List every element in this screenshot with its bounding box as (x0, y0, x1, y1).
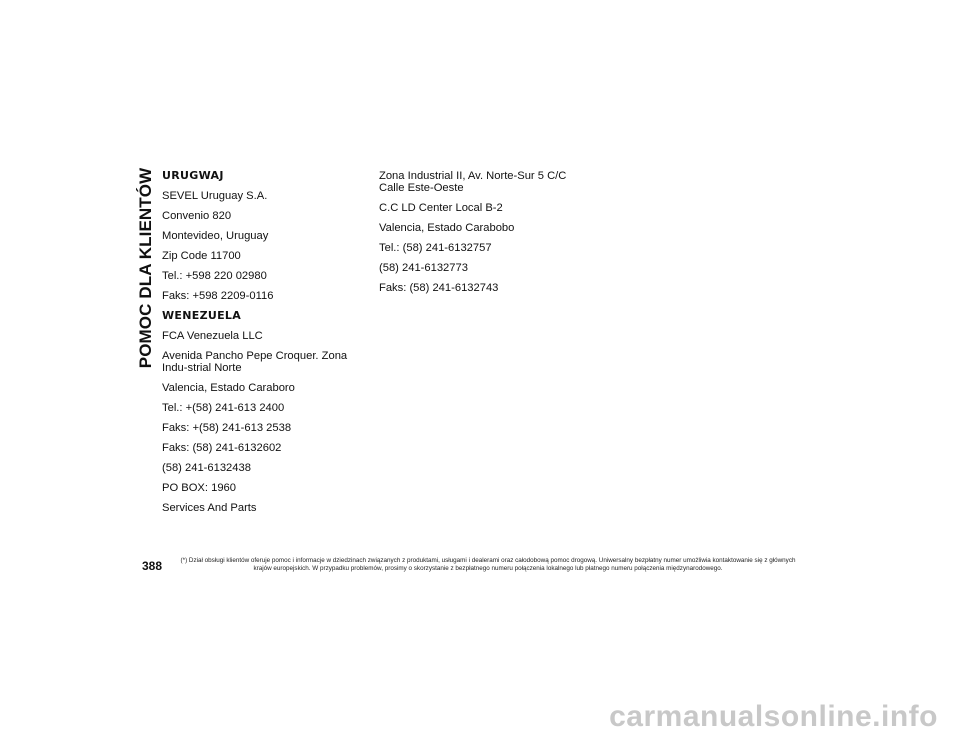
address-line: Avenida Pancho Pepe Croquer. Zona Indu-strial Norte (162, 350, 348, 374)
address-line: Zona Industrial II, Av. Norte-Sur 5 C/C Calle Este-Oeste (379, 170, 567, 194)
watermark: carmanualsonline.info (609, 700, 938, 733)
address-line: Montevideo, Uruguay (162, 230, 269, 242)
address-line: Services And Parts (162, 502, 257, 514)
address-line: FCA Venezuela LLC (162, 330, 263, 342)
section-heading-venezuela: WENEZUELA (162, 309, 242, 322)
page-number: 388 (142, 559, 163, 573)
phone-line: Tel.: (58) 241-6132757 (379, 242, 492, 254)
address-line: Convenio 820 (162, 210, 232, 222)
address-line: C.C LD Center Local B-2 (379, 202, 503, 214)
section-heading-uruguay: URUGWAJ (162, 169, 224, 182)
left-column (162, 170, 368, 522)
address-line: SEVEL Uruguay S.A. (162, 190, 268, 202)
phone-line: (58) 241-6132438 (162, 462, 251, 474)
fax-line: Faks: (58) 241-6132602 (162, 442, 282, 454)
side-section-title (126, 160, 166, 376)
phone-line: (58) 241-6132773 (379, 262, 468, 274)
address-line: Valencia, Estado Caraboro (162, 382, 295, 394)
phone-line: Tel.: +598 220 02980 (162, 270, 267, 282)
right-column (379, 170, 589, 302)
phone-line: Tel.: +(58) 241-613 2400 (162, 402, 285, 414)
fax-line: Faks: (58) 241-6132743 (379, 282, 499, 294)
fax-line: Faks: +(58) 241-613 2538 (162, 422, 292, 434)
address-line: Valencia, Estado Carabobo (379, 222, 515, 234)
side-section-title-text: POMOC DLA KLIENTÓW (136, 167, 155, 369)
address-line: Zip Code 11700 (162, 250, 241, 262)
fax-line: Faks: +598 2209-0116 (162, 290, 274, 302)
footnote: (*) Dział obsługi klientów oferuje pomoc i informacje w dziedzinach związanych z produktami, usługami i dealerami oraz całodobową pomoc drogową. Uniwersalny bezpłatny numer umożliwia kontaktowanie się z głównych krajów europejskich. W przypadku problemów, prosimy o skorzystanie z bezpłatnego numeru połączenia lokalnego lub płatnego numeru połączenia międzynarodowego. (180, 557, 796, 572)
po-box-line: PO BOX: 1960 (162, 482, 237, 494)
